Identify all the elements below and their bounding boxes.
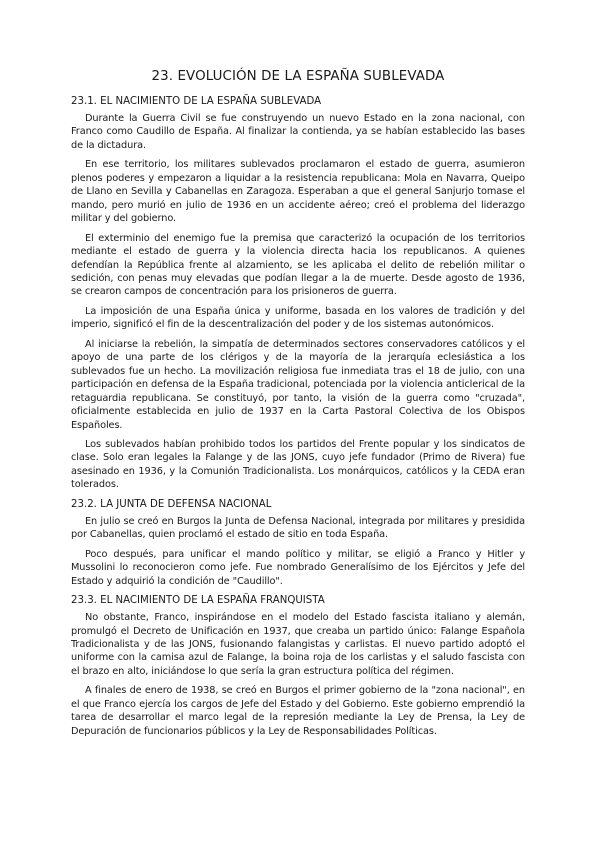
- paragraph: A finales de enero de 1938, se creó en Burgos el primer gobierno de la "zona nacional", en el que Franco ejercía los cargos de Jefe del Estado y del Gobierno. Este gobierno emprendió la tarea de desarrollar el marco legal de la represión mediante la Ley de Prensa, la Ley de Depuración de funcionarios públicos y la Ley de Responsabilidades Políticas.: [71, 685, 525, 737]
- paragraph: Al iniciarse la rebelión, la simpatía de determinados sectores conservadores católicos y el apoyo de una parte de los clérigos y de la mayoría de la jerarquía eclesiástica a los sublevados fue un hecho. La movilización religiosa fue inmediata tras el 18 de julio, con una participación en defensa de la España tradicional, potenciada por la violencia anticlerical de la retaguardia republicana. Se constituyó, por tanto, la visión de la guerra como "cruzada", oficialmente establecida en julio de 1937 en la Carta Pastoral Colectiva de los Obispos Españoles.: [71, 338, 525, 431]
- paragraph: Durante la Guerra Civil se fue construyendo un nuevo Estado en la zona nacional, con Franco como Caudillo de España. Al finalizar la contienda, ya se habían establecido las bases de la dictadura.: [71, 113, 525, 151]
- section-1: [71, 95, 525, 492]
- section-2: [71, 498, 525, 588]
- paragraph: No obstante, Franco, inspirándose en el modelo del Estado fascista italiano y alemán, promulgó el Decreto de Unificación en 1937, que creaba un partido único: Falange Española Tradicionalista y de las JONS, fusionando falangistas y carlistas. El nuevo partido adoptó el uniforme con la camisa azul de Falange, la boina roja de los carlistas y el saludo fascista con el brazo en alto, iniciándose lo que sería la gran estructura política del régimen.: [71, 612, 525, 677]
- paragraph: En ese territorio, los militares sublevados proclamaron el estado de guerra, asumieron plenos poderes y empezaron a liquidar a la resistencia republicana: Mola en Navarra, Queipo de Llano en Sevilla y Cabanellas en Zaragoza. Esperaban a que el general Sanjurjo tomase el mando, pero murió en julio de 1936 en un accidente aéreo; creó el problema del liderazgo militar y del gobierno.: [71, 159, 525, 225]
- section-heading: 23.2. LA JUNTA DE DEFENSA NACIONAL: [71, 498, 272, 510]
- paragraph: Los sublevados habían prohibido todos los partidos del Frente popular y los sindicatos de clase. Solo eran legales la Falange y de las JONS, cuyo jefe fundador (Primo de Rivera) fue asesinado en 1936, y la Comunión Tradicionalista. Los monárquicos, católicos y la CEDA eran tolerados.: [71, 438, 525, 491]
- paragraph: El exterminio del enemigo fue la premisa que caracterizó la ocupación de los territorios mediante el estado de guerra y la violencia directa hacia los republicanos. A quienes defendían la República frente al alzamiento, se les aplicaba el delito de rebelión militar o sedición, con penas muy elevadas que podían llegar a la de muerte. Desde agosto de 1936, se crearon campos de concentración para los prisioneros de guerra.: [71, 232, 525, 298]
- section-3: [71, 594, 525, 738]
- section-heading: 23.1. EL NACIMIENTO DE LA ESPAÑA SUBLEVADA: [71, 96, 322, 107]
- paragraph: Poco después, para unificar el mando político y militar, se eligió a Franco y Hitler y Mussolini lo reconocieron como jefe. Fue nombrado Generalísimo de los Ejércitos y Jefe del Estado y adquirió la condición de "Caudillo".: [71, 548, 525, 587]
- page-title: 23. EVOLUCIÓN DE LA ESPAÑA SUBLEVADA: [151, 69, 445, 84]
- paragraph: La imposición de una España única y uniforme, basada en los valores de tradición y del imperio, significó el fin de la descentralización del poder y de los sistemas autonómicos.: [71, 305, 525, 331]
- paragraph: En julio se creó en Burgos la Junta de Defensa Nacional, integrada por militares y presidida por Cabanellas, quien proclamó el estado de sitio en toda España.: [71, 515, 525, 541]
- section-heading: 23.3. EL NACIMIENTO DE LA ESPAÑA FRANQUISTA: [71, 595, 325, 607]
